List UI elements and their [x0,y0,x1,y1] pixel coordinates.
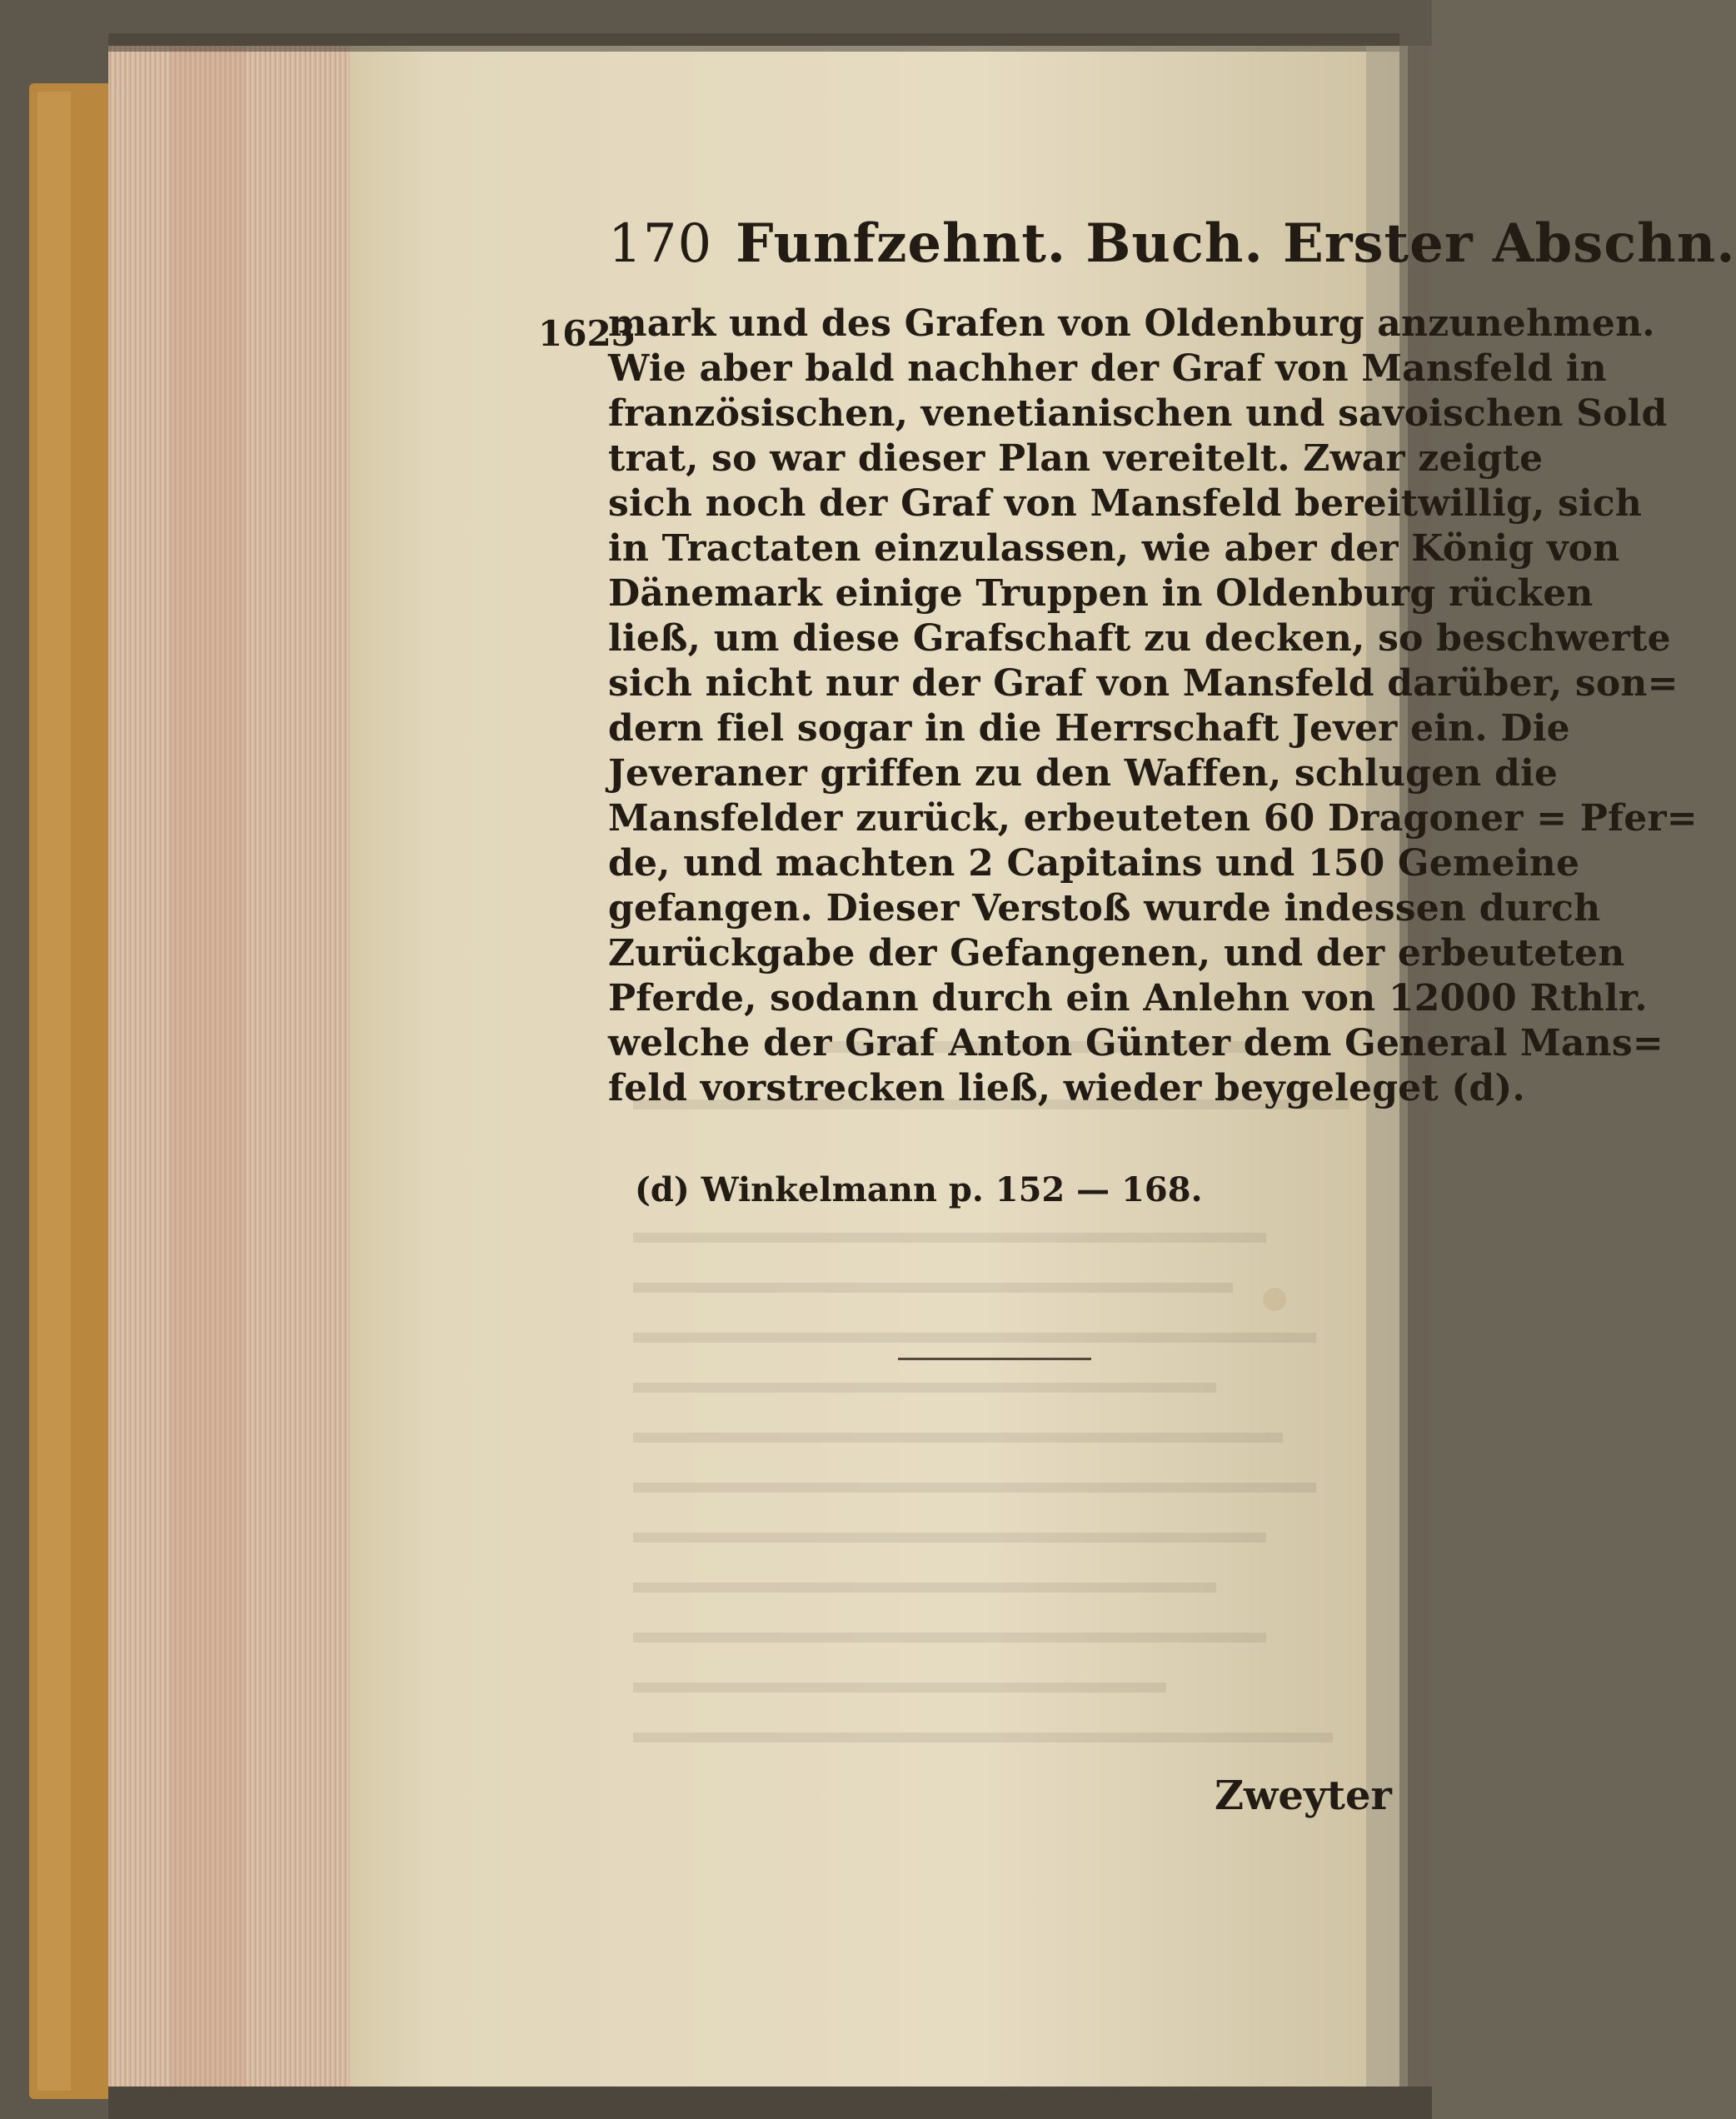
body-text [608,302,1698,1111]
running-head [608,212,1736,275]
margin-year: 1623 [538,313,636,354]
text-line: trat, so war dieser Plan vereitelt. Zwar zeigte [608,437,1544,480]
text-line: sich nicht nur der Graf von Mansfeld darüber, son= [608,662,1679,705]
text-line: gefangen. Dieser Verstoß wurde indessen durch [608,887,1601,930]
page-number: 170 [608,213,713,275]
text-line: Mansfelder zurück, erbeuteten 60 Dragoner = Pfer= [608,797,1698,840]
text-line: Dänemark einige Truppen in Oldenburg rücken [608,572,1594,615]
text-line: Wie aber bald nachher der Graf von Mansfeld in [608,347,1607,390]
text-line: mark und des Grafen von Oldenburg anzunehmen. [608,302,1655,345]
text-line: französischen, venetianischen und savoischen Sold [608,392,1668,435]
text-line: sich noch der Graf von Mansfeld bereitwillig, sich [608,482,1643,525]
text-line: de, und machten 2 Capitains und 150 Gemeine [608,842,1580,885]
text-line: Pferde, sodann durch ein Anlehn von 12000 Rthlr. [608,977,1648,1020]
text-line: dern fiel sogar in die Herrschaft Jever ein. Die [608,707,1570,750]
text-line: feld vorstrecken ließ, wieder beygeleget (d). [608,1067,1525,1109]
divider-rule [898,1358,1091,1360]
running-head-title: Funfzehnt. Buch. Erster Abschn. [736,212,1736,275]
footnote: (d) Winkelmann p. 152 — 168. [635,1170,1203,1209]
catchword: Zweyter [1215,1772,1392,1819]
text-line: Jeveraner griffen zu den Waffen, schlugen die [608,752,1559,795]
text-line: Zurückgabe der Gefangenen, und der erbeuteten [608,932,1625,975]
text-line: ließ, um diese Grafschaft zu decken, so beschwerte [608,617,1671,660]
text-line: in Tractaten einzulassen, wie aber der König von [608,527,1620,570]
text-line: welche der Graf Anton Günter dem General Mans= [608,1022,1664,1064]
